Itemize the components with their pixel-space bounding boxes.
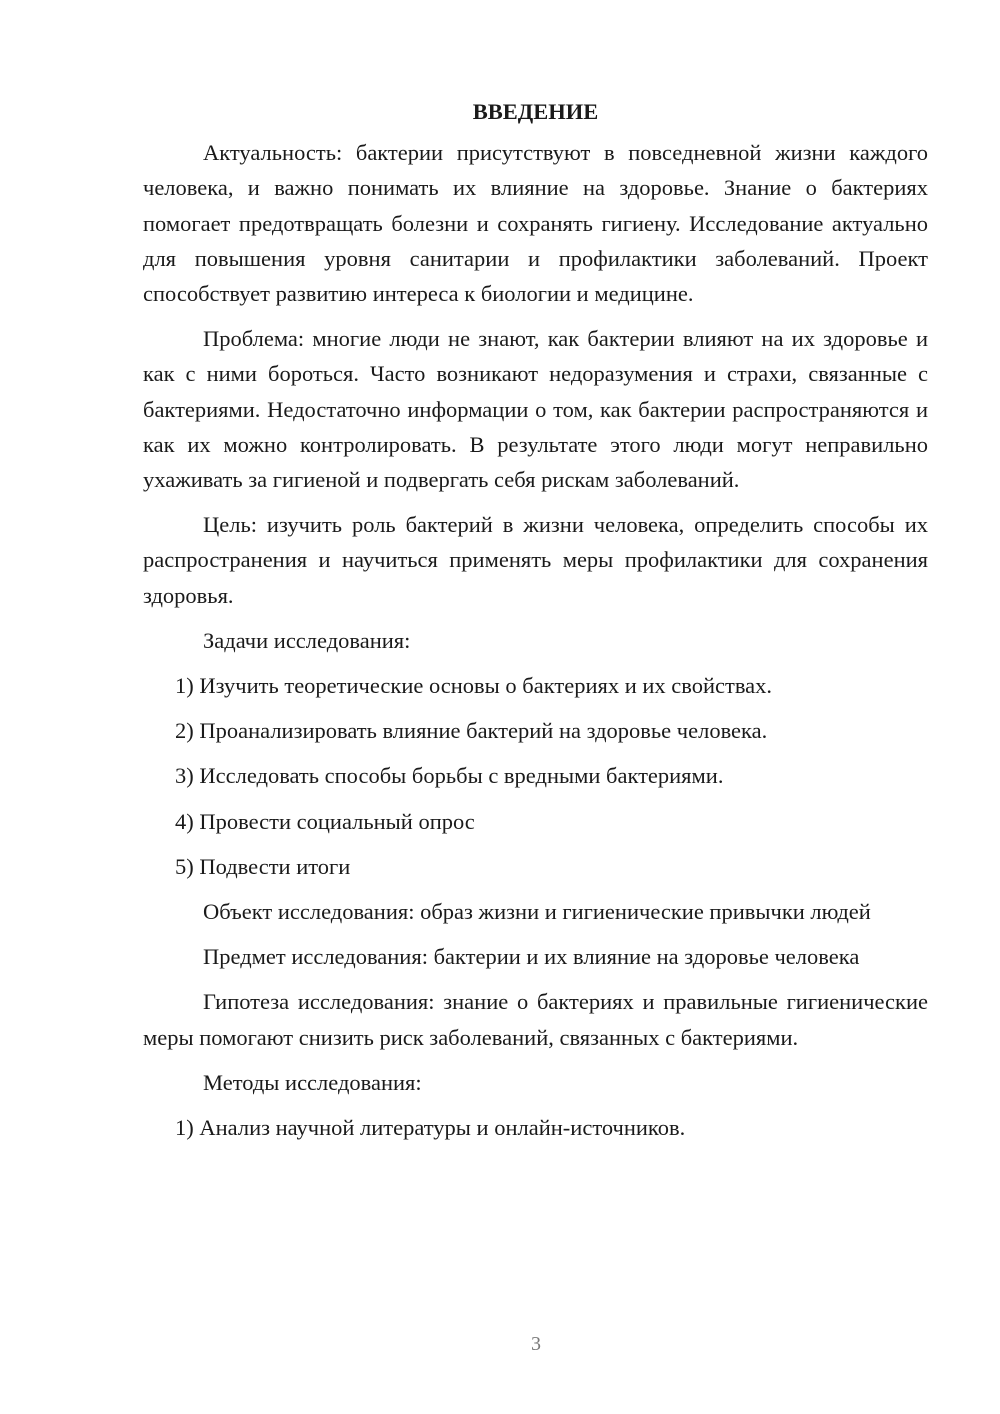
page-number: 3 [531, 1333, 541, 1355]
hypothesis-paragraph: Гипотеза исследования: знание о бактериях и правильные гигиенические меры помогают снизить риск заболеваний, связанных с бактериями. [143, 989, 928, 1050]
method-item: 1) Анализ научной литературы и онлайн-источников. [175, 1115, 686, 1141]
page-title: ВВЕДЕНИЕ [472, 99, 599, 124]
task-item: 3) Исследовать способы борьбы с вредными бактериями. [175, 763, 724, 789]
task-item: 1) Изучить теоретические основы о бактериях и их свойствах. [175, 673, 773, 699]
task-item: 5) Подвести итоги [175, 853, 351, 879]
relevance-paragraph: Актуальность: бактерии присутствуют в повседневной жизни каждого человека, и важно понимать их влияние на здоровье. Знание о бактериях помогает предотвращать болезни и сохранять гигиену. Исследование актуально для повышения уровня санитарии и профилактики заболеваний. Проект способствует развитию интереса к биологии и медицине. [143, 140, 928, 307]
goal-paragraph: Цель: изучить роль бактерий в жизни человека, определить способы их распространения и научиться применять меры профилактики для сохранения здоровья. [143, 512, 928, 608]
task-item: 4) Провести социальный опрос [175, 808, 475, 834]
object-paragraph: Объект исследования: образ жизни и гигиенические привычки людей [203, 899, 871, 925]
document-page [143, 94, 928, 1145]
methods-title: Методы исследования: [203, 1069, 422, 1095]
subject-paragraph: Предмет исследования: бактерии и их влияние на здоровье человека [203, 944, 860, 970]
tasks-title: Задачи исследования: [203, 627, 411, 653]
problem-paragraph: Проблема: многие люди не знают, как бактерии влияют на их здоровье и как с ними бороться. Часто возникают недоразумения и страхи, связанные с бактериями. Недостаточно информации о том, как бактерии распространяются и как их можно контролировать. В результате этого люди могут неправильно ухаживать за гигиеной и подвергать себя рискам заболеваний. [143, 326, 928, 493]
task-item: 2) Проанализировать влияние бактерий на здоровье человека. [175, 718, 768, 744]
